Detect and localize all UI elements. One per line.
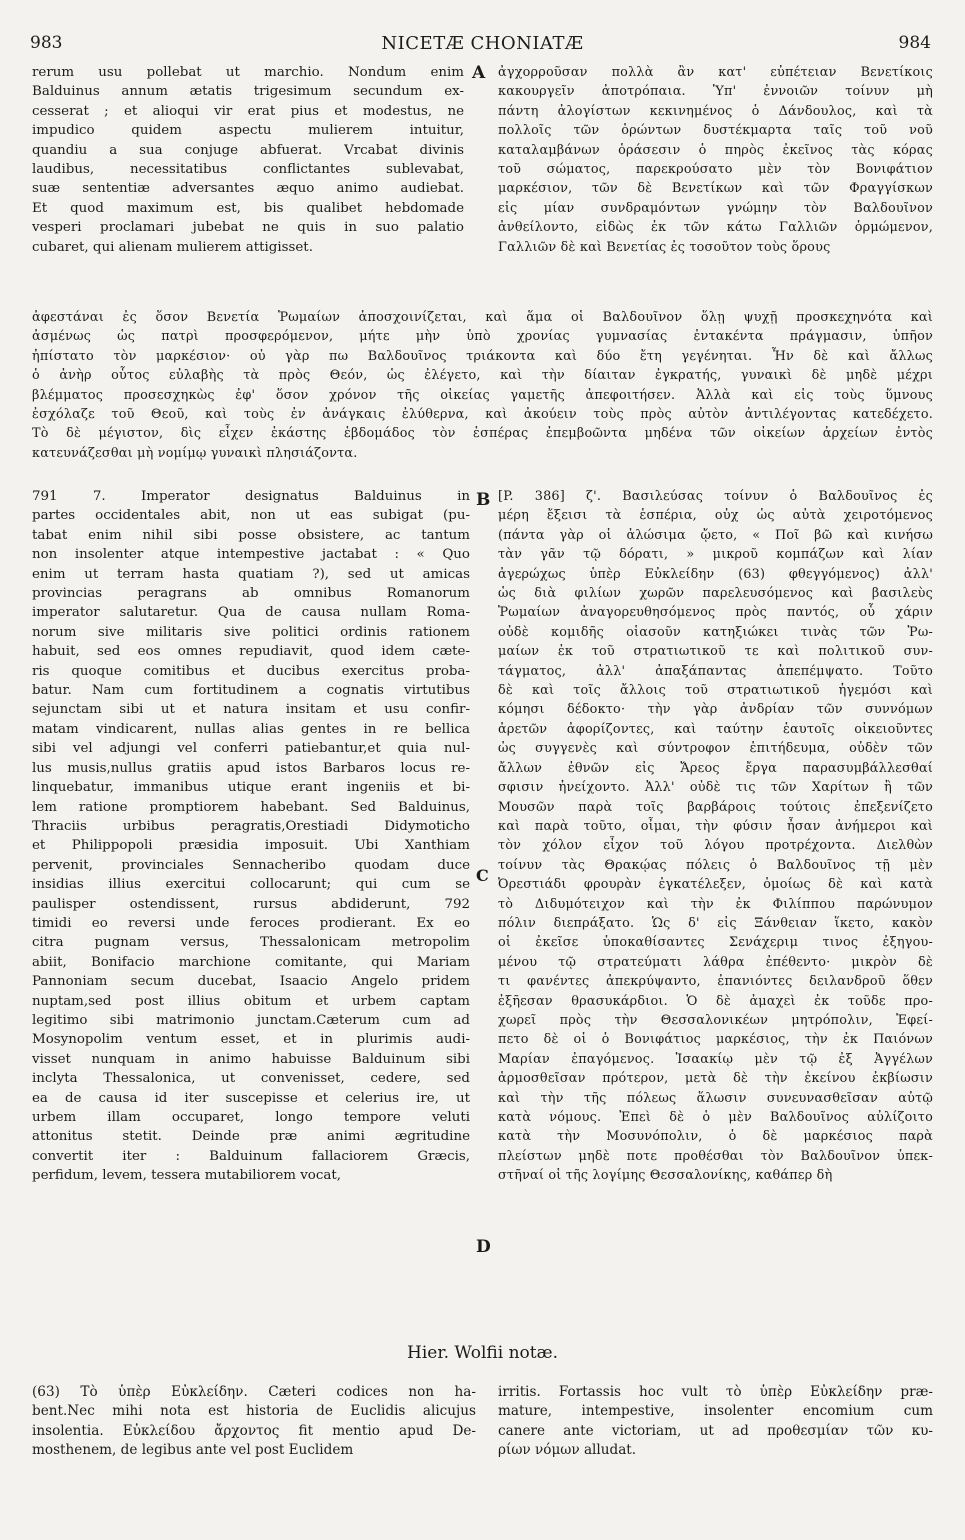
text-line: ἐξῆεσαν θρασυκάρδιοι. Ὁ δὲ ἀμαχεὶ ἐκ τοῦδε προ- bbox=[498, 993, 933, 1009]
page-number-right: 984 bbox=[898, 33, 931, 53]
note-line: ρίων νόμων alludat. bbox=[498, 1441, 637, 1458]
text-line: καὶ τὴν τῆς πόλεως ἅλωσιν συνευνασθεῖσαν αὐτῷ bbox=[498, 1090, 933, 1106]
text-line: urbem illam occuparet, longo tempore veluti bbox=[32, 1110, 470, 1125]
text-line: impudico quidem aspectu mulierem intuitur, bbox=[32, 123, 464, 139]
text-line: timidi eo reversi unde feroces prodierant. Ex eo bbox=[32, 915, 470, 931]
latin-column-bottom bbox=[32, 487, 470, 1186]
greek-column-bottom bbox=[498, 487, 933, 1186]
text-line: inclyta Thessalonica, ut convenisset, cedere, sed bbox=[32, 1071, 470, 1087]
text-line: perfidum, levem, tessera mutabiliorem vocat, bbox=[32, 1168, 341, 1184]
text-line: ἀνθείλοντο, εἰδὼς ἐκ τῶν κάτω Γαλλιῶν ὁρμώμενον, bbox=[498, 220, 933, 236]
running-title: NICETÆ CHONIATÆ bbox=[381, 33, 584, 54]
text-line: ὁ ἀνὴρ οὗτος εὐλαβὴς τὰ πρὸς Θεόν, ὡς ἐλέγετο, καὶ τὴν δίαιταν ἐγκρατής, γυναικὶ δὲ μηδὲ μέχρι bbox=[32, 368, 933, 384]
text-line: imperator salutaretur. Qua de causa nullam Roma- bbox=[32, 605, 470, 621]
text-line: κατευνάζεσθαι μὴ νομίμῳ γυναικὶ πλησιάζοντα. bbox=[32, 445, 358, 461]
text-line: Balduinus annum ætatis trigesimum secundum ex- bbox=[32, 84, 464, 100]
text-line: ἀφεστάναι ἐς ὅσον Βενετία Ῥωμαίων ἀποσχοινίζεται, καὶ ἅμα οἱ Βαλδουῖνον ὅλῃ ψυχῇ προσκεχηνότα καὶ bbox=[32, 310, 933, 325]
latin-column-top bbox=[32, 63, 464, 257]
text-line: Ῥωμαίων ἀναγορευθησόμενος πρὸς παντός, οὗ χάριν bbox=[498, 605, 933, 621]
text-line: ὡς διὰ φιλίων χωρῶν παρελευσόμενος καὶ βασιλεὺς bbox=[498, 586, 933, 602]
text-line: nuptam,sed post illius obitum et urbem captam bbox=[32, 993, 470, 1009]
text-line: μαρκέσιον, τῶν δὲ Βενετίκων καὶ τῶν Φραγγίσκων bbox=[498, 181, 933, 197]
text-line: attonitus stetit. Deinde præ animi ægritudine bbox=[32, 1129, 470, 1145]
text-line: ris quoque comitibus et ducibus exercitus proba- bbox=[32, 663, 470, 679]
text-line: Μαρίαν ἐπαγόμενος. Ἰσαακίῳ μὲν τῷ ἐξ Ἀγγέλων bbox=[498, 1051, 933, 1067]
text-line: Et quod maximum est, bis qualibet hebdomade bbox=[32, 200, 464, 216]
text-line: matam vindicarent, nullas alias gentes in re bellica bbox=[32, 721, 470, 737]
text-line: ὡς συγγενὲς καὶ σύντροφον ἐπιτήδευμα, οὐδὲν τῶν bbox=[498, 741, 933, 757]
margin-letter-a: A bbox=[472, 63, 486, 83]
text-line: οὐδὲ κομιδῆς οἱασοῦν κατηξιώκει τινὰς τῶν Ῥω- bbox=[498, 624, 933, 640]
notes-column-right bbox=[498, 1383, 933, 1460]
page-number-left: 983 bbox=[30, 33, 63, 53]
text-line: τὰν γᾶν τῷ δόρατι, » μικροῦ κομπάζων καὶ λίαν bbox=[498, 547, 933, 563]
text-line: habuit, sed eos omnes repudiavit, quod idem cæte- bbox=[32, 644, 470, 660]
text-line: (πάντα γὰρ οἱ ἀλώσιμα ᾤετο, « Ποῖ βῶ καὶ κινήσω bbox=[498, 527, 933, 543]
text-line: εἰς μίαν συνδραμόντων γνώμην τὸν Βαλδουῖνον bbox=[498, 200, 933, 216]
text-line: οἱ ἐκεῖσε ὑποκαθίσαντες Σενάχεριμ τινος ἐξηγου- bbox=[498, 935, 933, 951]
text-line: norum sive militaris sive politici ordinis rationem bbox=[32, 624, 470, 640]
text-line: quandiu a sua conjuge abfuerat. Vrcabat divinis bbox=[32, 142, 464, 158]
text-line: πετο δὲ οἱ ὁ Βονιφάτιος μαρκέσιος, τὴν ἐκ Παιόνων bbox=[498, 1032, 933, 1048]
text-line: vesperi proclamari jubebat ne quis in suo palatio bbox=[32, 220, 464, 236]
margin-letter-d: D bbox=[476, 1237, 491, 1257]
notes-heading: Hier. Wolfii notæ. bbox=[407, 1343, 558, 1363]
text-line: ea de causa id iter suscepisse et celerius ire, ut bbox=[32, 1090, 470, 1106]
text-line: Pannoniam secum ducebat, Isaacio Angelo pridem bbox=[32, 974, 470, 990]
text-line: Ὀρεστιάδι φρουρὰν ἐγκατέλεξεν, ὁμοίως δὲ καὶ κατὰ bbox=[498, 877, 933, 893]
text-line: σφισιν ἠνείχοντο. Ἀλλ' οὐδὲ τις τῶν Χαρίτων ἢ τῶν bbox=[498, 780, 933, 796]
note-line: canere ante victoriam, ut ad προθεσμίαν τῶν κυ- bbox=[498, 1422, 933, 1439]
text-line: πολλοῖς τῶν ὁρώντων δυστέκμαρτα ταῖς τοῦ νοῦ bbox=[498, 123, 933, 139]
text-line: ἐσχόλαζε τοῦ Θεοῦ, καὶ τοὺς ἐν ἀνάγκαις ἐλύθερνα, καὶ ἀκούειν τοὺς πρὸς αὐτὸν ἀντιλέγοντας κατεδέχετο. bbox=[32, 407, 933, 423]
text-line: τοίνυν τὰς Θρακῴας πόλεις ὁ Βαλδουῖνος τῇ μὲν bbox=[498, 857, 933, 873]
text-line: ἠπίστατο τὸν μαρκέσιον· οὐ γὰρ πω Βαλδουῖνος τριάκοντα καὶ δύο ἔτη γεγένηται. Ἦν δὲ καὶ ἄλλως bbox=[32, 348, 933, 364]
text-line: πλείστων μηδὲ ποτε προθέσθαι τὸν Βαλδουῖνον ὑπεκ- bbox=[498, 1148, 933, 1164]
text-line: τὸ Διδυμότειχον καὶ τὴν ἐκ Φιλίππου παρώνυμον bbox=[498, 896, 933, 912]
text-line: κατὰ νόμους. Ἐπεὶ δὲ ὁ μὲν Βαλδουῖνος αὐλίζοιτο bbox=[498, 1110, 933, 1125]
margin-letter-c: C bbox=[476, 866, 489, 885]
text-line: Μουσῶν παρὰ τοῖς βαρβάροις τούτοις ἐπεξενίζετο bbox=[498, 799, 933, 815]
note-line: irritis. Fortassis hoc vult τὸ ὑπὲρ Εὐκλείδην præ- bbox=[498, 1384, 933, 1400]
text-line: ἀρετῶν ἀφορίζοντες, καὶ ταύτην ἑαυτοῖς οἰκειοῦντες bbox=[498, 721, 933, 737]
text-line: non insolenter atque intempestive jactabat : « Quo bbox=[32, 547, 470, 563]
text-line: ἀγερώχως ὑπὲρ Εὐκλείδην (63) φθεγγόμενος) ἀλλ' bbox=[498, 566, 933, 582]
text-line: et Philippopoli præsidia imposuit. Ubi Xanthiam bbox=[32, 838, 470, 854]
text-line: tabat enim nihil sibi posse obsistere, ac tantum bbox=[32, 527, 470, 543]
text-line: πάντη ἀλογίστων κεκινημένος ὁ Δάνδουλος, καὶ τὰ bbox=[498, 103, 933, 119]
text-line: Γαλλιῶν δὲ καὶ Βενετίας ἐς τοσοῦτον τοὺς ὅρους bbox=[498, 239, 831, 255]
text-line: lem ratione promptiorem habebant. Sed Balduinus, bbox=[32, 799, 470, 815]
text-line: κόμησι δέδοκτο· τὴν γὰρ ἀνδρίαν τῶν συννόμων bbox=[498, 702, 933, 718]
text-line: [P. 386] ζ'. Βασιλεύσας τοίνυν ὁ Βαλδουῖνος ἐς bbox=[498, 489, 933, 504]
text-line: τὸν χόλον εἶχον τοῦ λόγου προτρέχοντα. Διελθὼν bbox=[498, 838, 933, 854]
text-line: partes occidentales abit, non ut eas subigat (pu- bbox=[32, 508, 470, 524]
running-header bbox=[0, 33, 965, 59]
text-line: καταλαμβάνων ὁράσεσιν ὁ πηρὸς ἐκεῖνος τὰς κόρας bbox=[498, 142, 933, 158]
notes-column-left bbox=[32, 1383, 476, 1460]
note-line: bent.Nec mihi nota est historia de Euclidis alicujus bbox=[32, 1403, 476, 1420]
greek-full-width-passage bbox=[32, 308, 933, 463]
text-line: τοῦ σώματος, παρεκρούσατο μὲν τὸν Βονιφάτιον bbox=[498, 162, 933, 178]
text-line: enim ut terram hasta quatiam ?), sed ut amicas bbox=[32, 566, 470, 582]
text-line: provincias peragrans ab omnibus Romanorum bbox=[32, 586, 470, 602]
text-line: ἀγχορροῦσαν πολλὰ ἂν κατ' εὐπέτειαν Βενετίκοις bbox=[498, 65, 933, 80]
note-line: insolentia. Εὐκλείδου ἄρχοντος fit mentio apud De- bbox=[32, 1422, 476, 1439]
text-line: visset nunquam in animo habuisse Balduinum sibi bbox=[32, 1051, 470, 1067]
text-line: ἁρμοσθεῖσαν πρότερον, μετὰ δὲ τὴν ἐκείνου ἐκβίωσιν bbox=[498, 1071, 933, 1087]
text-line: paulisper ostendissent, rursus abdiderunt, 792 bbox=[32, 896, 470, 912]
note-line: mosthenem, de legibus ante vel post Euclidem bbox=[32, 1441, 354, 1458]
text-line: Mosynopolim ventum esset, et in plurimis audi- bbox=[32, 1032, 470, 1048]
text-line: χωρεῖ πρὸς τὴν Θεσσαλονικέων μητρόπολιν, Ἐφεί- bbox=[498, 1012, 933, 1028]
text-line: στῆναί οἱ τῆς λογίμης Θεσσαλονίκης, καθάπερ δὴ bbox=[498, 1168, 833, 1184]
text-line: cubaret, qui alienam mulierem attigisset. bbox=[32, 239, 313, 255]
text-line: laudibus, necessitatibus conflictantes sublevabat, bbox=[32, 162, 464, 178]
margin-letter-b: B bbox=[476, 490, 491, 510]
text-line: insidias illius exercitui collocarunt; qui cum se bbox=[32, 877, 470, 893]
text-line: batur. Nam cum fortitudinem a cognatis virtutibus bbox=[32, 683, 470, 699]
text-line: μέρη ἔξεισι τὰ ἑσπέρια, οὐχ ὡς αὐτὰ χειροτόμενος bbox=[498, 508, 933, 524]
text-line: convertit iter : Balduinum fallaciorem Græcis, bbox=[32, 1148, 470, 1164]
text-line: δὲ καὶ τοῖς ἄλλοις τοῦ στρατιωτικοῦ ἡγεμόσι καὶ bbox=[498, 683, 933, 699]
text-line: pervenit, provinciales Sennacheribo quodam duce bbox=[32, 857, 470, 873]
text-line: Τὸ δὲ μέγιστον, δὶς εἶχεν ἑκάστης ἑβδομάδος τὸν ἑσπέρας ἐπεμβοῶντα μηδένα τῶν οἰκείων ἀρχείων ἐντὸς bbox=[32, 426, 933, 442]
text-line: legitimo sibi matrimonio junctam.Cæterum cum ad bbox=[32, 1012, 470, 1028]
text-line: τάγματος, ἀλλ' ἀπαξάπαντας ἀπεπέμψατο. Τοῦτο bbox=[498, 663, 933, 679]
text-line: ἄλλων ἐθνῶν εἰς Ἄρεος ἔργα παρασυμβάλλεσθαί bbox=[498, 760, 933, 776]
note-line: mature, intempestive, insolenter encomium cum bbox=[498, 1403, 933, 1420]
text-line: lus musis,nullus gratiis apud istos Barbaros locus re- bbox=[32, 760, 470, 776]
note-line: (63) Τὸ ὑπὲρ Εὐκλείδην. Cæteri codices non ha- bbox=[32, 1384, 476, 1400]
text-line: linquebatur, immanibus utique erant ingeniis et bi- bbox=[32, 780, 470, 796]
text-line: κακουργεῖν ἀποτρόπαια. Ὑπ' ἐννοιῶν τοίνυν μὴ bbox=[498, 84, 933, 100]
text-line: μένου τῷ στρατεύματι λάθρα ἐπέθεντο· μικρὸν δὲ bbox=[498, 954, 933, 970]
text-line: πόλιν διεπράξατο. Ὡς δ' εἰς Ξάνθειαν ἵκετο, κακὸν bbox=[498, 915, 933, 931]
text-line: ἀσμένως ὡς πατρὶ προσφερόμενον, μήτε μὴν ὑπὸ χρονίας γυμνασίας ἐντακέντα πράγμασιν, ὑπῆον bbox=[32, 329, 933, 345]
greek-column-top bbox=[498, 63, 933, 257]
text-line: τι φανέντες ἀπεκρύψαντο, ἐπανιόντες δειλανδροῦ ὅθεν bbox=[498, 974, 933, 990]
text-line: 791 7. Imperator designatus Balduinus in bbox=[32, 489, 470, 504]
text-line: cesserat ; et alioqui vir erat pius et modestus, ne bbox=[32, 103, 464, 119]
text-line: citra pugnam versus, Thessalonicam metropolim bbox=[32, 935, 470, 951]
text-line: sejunctam sibi ut et natura insitam et usu confir- bbox=[32, 702, 470, 718]
text-line: μαίων ἐκ τοῦ στρατιωτικοῦ τε καὶ πολιτικοῦ συν- bbox=[498, 644, 933, 660]
text-line: abiit, Bonifacio marchione comitante, qui Mariam bbox=[32, 954, 470, 970]
text-line: rerum usu pollebat ut marchio. Nondum enim bbox=[32, 65, 464, 80]
text-line: suæ sententiæ adversantes æquo animo audiebat. bbox=[32, 181, 464, 197]
text-line: κατὰ τὴν Μοσυνόπολιν, ὁ δὲ μαρκέσιος παρὰ bbox=[498, 1129, 933, 1145]
text-line: Thraciis urbibus peragratis,Orestiadi Didymoticho bbox=[32, 818, 470, 834]
text-line: sibi vel adjungi vel conferri patiebantur,et quia nul- bbox=[32, 741, 470, 757]
text-line: καὶ παρὰ τοῦτο, οἶμαι, τὴν φύσιν ἦσαν ἀνήμεροι καὶ bbox=[498, 818, 933, 834]
text-line: βλέμματος προσεσχηκὼς ἐφ' ὅσον χρόνον τῆς οἰκείας γαμετῆς ἀπεφοιτήσεν. Ἀλλὰ καὶ εἰς τοὺς ὕμνους bbox=[32, 387, 933, 403]
